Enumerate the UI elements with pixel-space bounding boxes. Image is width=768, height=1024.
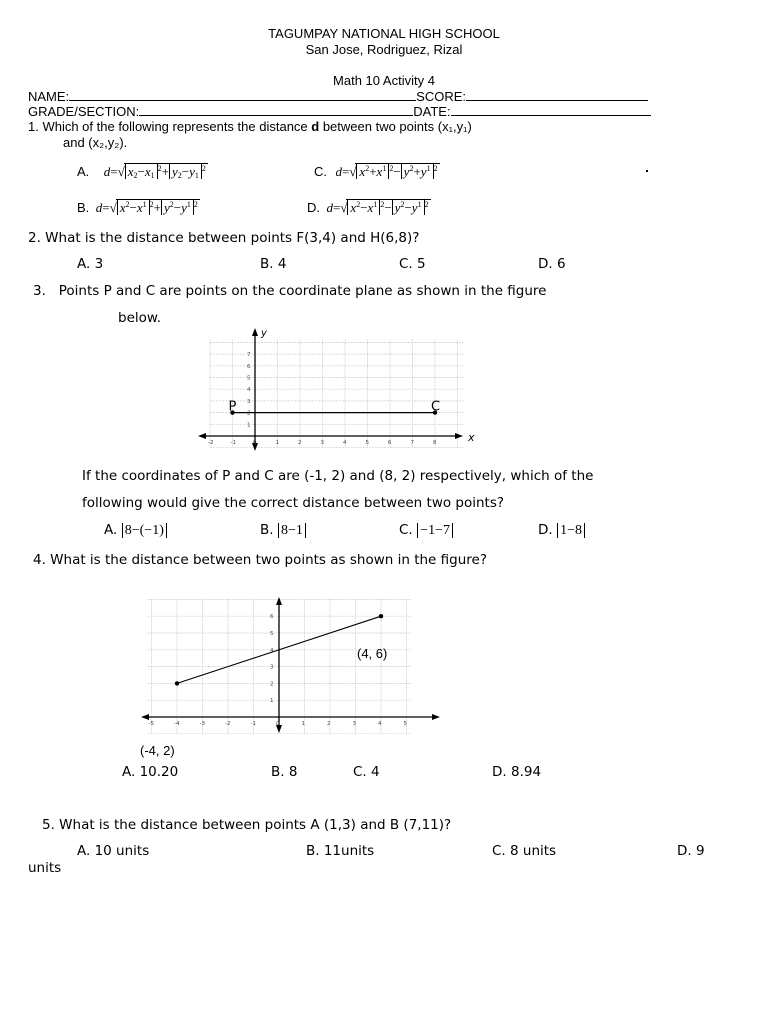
x-tick-label: 8 <box>433 440 437 446</box>
x-axis-arrow-right <box>455 433 463 439</box>
x-tick-label: 1 <box>301 721 305 727</box>
grade-field <box>28 103 651 119</box>
x-tick-label: 2 <box>298 440 302 446</box>
q5-option-a: A. 10 units <box>77 843 150 859</box>
x-tick-label: 0 <box>276 721 280 727</box>
q5-option-d-wrap: units <box>28 860 62 876</box>
q1-text: 1. Which of the following represents the distance d between two points (x₁,y₁) <box>28 119 472 134</box>
date-blank <box>451 103 651 116</box>
q3-option-a: A. 8−(−1) <box>104 521 167 539</box>
q5-text: 5. What is the distance between points A (1,3) and B (7,11)? <box>42 817 452 833</box>
q3-followup-line2: following would give the correct distance between two points? <box>82 495 505 511</box>
x-tick-label: 7 <box>410 440 414 446</box>
activity-title: Math 10 Activity 4 <box>333 73 435 88</box>
y-tick-label: 1 <box>270 698 274 705</box>
q3-followup-line1: If the coordinates of P and C are (-1, 2) and (8, 2) respectively, which of the <box>82 468 594 484</box>
x-axis-label: x <box>468 431 475 444</box>
x-tick-label: -5 <box>148 721 154 727</box>
point-label-c: C <box>431 399 441 415</box>
q2-option-c: C. 5 <box>399 256 426 272</box>
q1-formula-d: d=√ $x^2-x^1$ $^2- y^2-y^1$ $^2$ <box>326 200 429 215</box>
q2-text: 2. What is the distance between points F(3,4) and H(6,8)? <box>28 230 420 246</box>
point-label-right: (4, 6) <box>357 646 388 661</box>
q1-option-b: B. d=√ $x^2-x^1$ $^2+ y^2-y^1$ $^2$ <box>77 200 198 215</box>
q4-option-d: D. 8.94 <box>492 764 542 780</box>
q2-option-b: B. 4 <box>260 256 287 272</box>
q5-option-b: B. 11units <box>306 843 375 859</box>
point-left <box>175 681 179 685</box>
x-tick-label: -2 <box>225 721 231 727</box>
q4-text: 4. What is the distance between two points as shown in the figure? <box>33 552 487 568</box>
y-tick-label: 7 <box>247 352 251 359</box>
q2-option-a: A. 3 <box>77 256 104 272</box>
score-blank <box>466 88 648 101</box>
point-label-p: P <box>228 399 237 415</box>
q1-text-line2: and (x₂,y₂). <box>63 135 128 150</box>
x-tick-label: 3 <box>352 721 356 727</box>
stray-dot <box>646 170 648 172</box>
q3-option-d: D. 1−8 <box>538 521 585 539</box>
x-tick-label: -2 <box>208 440 214 446</box>
q4-option-b: B. 8 <box>271 764 298 780</box>
x-axis-arrow-left <box>198 433 206 439</box>
point-right <box>379 614 383 618</box>
name-field <box>28 88 648 104</box>
q4-option-c: C. 4 <box>353 764 380 780</box>
graph-segment <box>140 596 442 734</box>
y-tick-label: 6 <box>247 363 251 370</box>
score-label: SCORE: <box>416 89 467 104</box>
y-tick-label: 5 <box>247 375 251 382</box>
q1-option-d: D. d=√ $x^2-x^1$ $^2- y^2-y^1$ $^2$ <box>307 200 429 215</box>
x-tick-label: 6 <box>388 440 392 446</box>
q3-text-line2: below. <box>118 310 161 326</box>
q2-option-d: D. 6 <box>538 256 566 272</box>
q1-formula-a: d=√ $x_2-x_1^2+ y_2-y_1^2$ <box>103 164 206 180</box>
x-tick-label: -1 <box>230 440 236 446</box>
y-tick-label: 3 <box>270 664 274 671</box>
q3-option-c: C. −1−7 <box>399 521 453 539</box>
y-axis-label: y <box>261 328 267 339</box>
x-tick-label: -4 <box>174 721 180 727</box>
q1-option-a: A. d=√ $x_2-x_1^2+ y_2-y_1^2$ <box>77 164 206 180</box>
y-axis-arrow-up <box>252 328 258 336</box>
x-tick-label: 4 <box>378 721 382 727</box>
school-address: San Jose, Rodriguez, Rizal <box>305 42 463 57</box>
y-tick-label: 4 <box>247 387 251 394</box>
q3-option-b: B. 8−1 <box>260 521 306 539</box>
x-tick-label: -1 <box>250 721 256 727</box>
grade-blank <box>139 103 413 116</box>
school-name: TAGUMPAY NATIONAL HIGH SCHOOL <box>268 26 500 41</box>
date-label: DATE: <box>413 104 451 119</box>
q4-option-a: A. 10.20 <box>122 764 179 780</box>
y-tick-label: 6 <box>270 614 274 621</box>
y-tick-label: 1 <box>247 422 251 429</box>
y-tick-label: 3 <box>247 398 251 405</box>
x-tick-label: 5 <box>403 721 407 727</box>
x-axis-arrow-right <box>432 714 440 720</box>
y-tick-label: 2 <box>247 410 251 417</box>
x-tick-label: 3 <box>320 440 324 446</box>
name-blank <box>69 88 416 101</box>
q3-text: 3. Points P and C are points on the coordinate plane as shown in the figure <box>33 283 547 299</box>
q1-formula-b: d=√ $x^2-x^1$ $^2+ y^2-y^1$ $^2$ <box>95 200 198 215</box>
x-tick-label: 1 <box>275 440 279 446</box>
y-tick-label: 4 <box>270 647 274 654</box>
x-tick-label: 4 <box>343 440 347 446</box>
x-tick-label: 0 <box>253 440 257 446</box>
x-axis-arrow-left <box>141 714 149 720</box>
x-tick-label: 2 <box>327 721 331 727</box>
y-tick-label: 5 <box>270 631 274 637</box>
x-tick-label: -3 <box>199 721 205 727</box>
q5-option-d: D. 9 <box>677 843 705 859</box>
y-tick-label: 2 <box>270 681 274 688</box>
q1-formula-c: d=√ $x^2+x^1$ $^2- y^2+y^1$ $^2$ <box>335 164 438 179</box>
point-label-left: (-4, 2) <box>140 743 175 758</box>
graph-points-p-c <box>195 326 475 452</box>
q5-option-c: C. 8 units <box>492 843 557 859</box>
grade-label: GRADE/SECTION: <box>28 104 140 119</box>
q1-option-c: C. d=√ $x^2+x^1$ $^2- y^2+y^1$ $^2$ <box>314 164 438 179</box>
y-axis-arrow-up <box>276 597 282 605</box>
name-label: NAME: <box>28 89 70 104</box>
x-tick-label: 5 <box>365 440 369 446</box>
